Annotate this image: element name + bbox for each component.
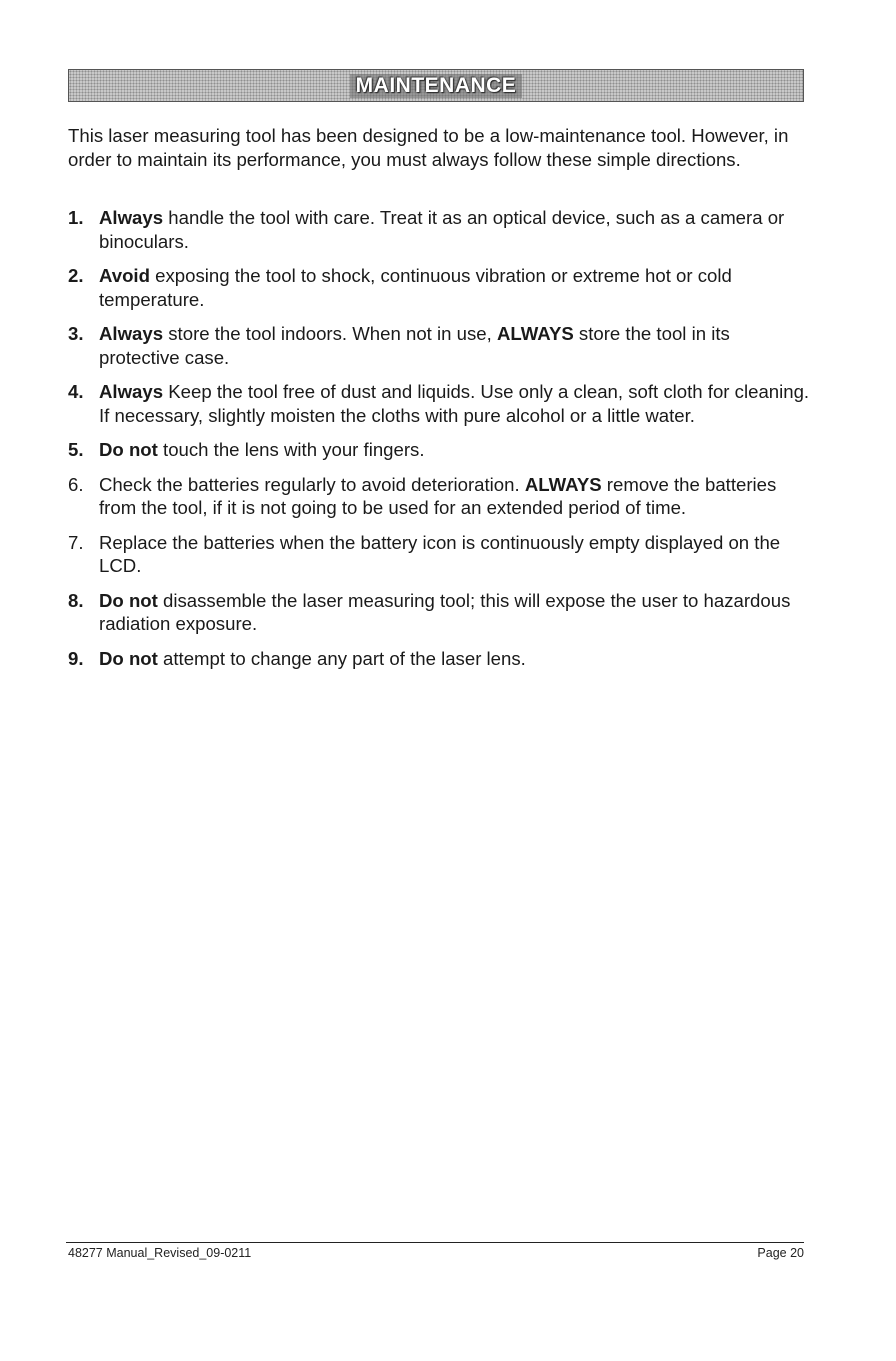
item-number: 1. (68, 207, 84, 228)
item-body-cont: store the tool in its protective case. (99, 323, 730, 368)
maintenance-list (68, 206, 810, 681)
item-text (99, 647, 810, 671)
item-lead: Do not (99, 589, 158, 611)
item-lead: Always (99, 207, 164, 228)
section-banner (68, 69, 804, 102)
item-number: 5. (68, 439, 84, 460)
item-number: 3. (68, 323, 84, 344)
item-text (99, 589, 810, 636)
list-item (68, 589, 810, 636)
footer-divider (66, 1242, 804, 1243)
item-body-cont: remove the batteries from the tool, if it is not going to be used for an extended period of time. (99, 473, 777, 518)
item-body: exposing the tool to shock, continuous vibration or extreme hot or cold temperature. (99, 265, 732, 310)
item-body: touch the lens with your fingers. (157, 439, 425, 460)
list-item (68, 322, 810, 369)
list-item (68, 206, 810, 253)
item-body: attempt to change any part of the laser lens. (157, 647, 526, 669)
list-item (68, 264, 810, 311)
item-text (99, 206, 810, 253)
page-number: Page 20 (757, 1246, 804, 1260)
item-body: disassemble the laser measuring tool; this will expose the user to hazardous radiation exposure. (99, 589, 791, 634)
item-text (99, 264, 810, 311)
item-text (99, 438, 810, 462)
item-body: Check the batteries regularly to avoid deterioration. (99, 473, 525, 495)
item-number: 2. (68, 265, 84, 286)
item-number: 7. (68, 531, 84, 553)
item-number: 4. (68, 381, 84, 402)
item-text (99, 322, 810, 369)
item-text (99, 380, 810, 427)
item-body: Keep the tool free of dust and liquids. Use only a clean, soft cloth for cleaning. If necessary, slightly moisten the cloths with pure alcohol or a little water. (99, 381, 810, 426)
item-lead: Do not (99, 647, 158, 669)
item-text (99, 531, 810, 578)
item-body: Replace the batteries when the battery icon is continuously empty displayed on the LCD. (99, 531, 781, 576)
list-item (68, 438, 810, 462)
item-lead: Avoid (99, 265, 150, 286)
item-number: 8. (68, 589, 84, 611)
item-lead: Do not (99, 439, 158, 460)
list-item (68, 380, 810, 427)
item-text (99, 473, 810, 520)
list-item (68, 473, 810, 520)
list-item (68, 531, 810, 578)
intro-paragraph: This laser measuring tool has been designed to be a low-maintenance tool. However, in order to maintain its performance, you must always follow these simple directions. (68, 125, 789, 170)
item-body: store the tool indoors. When not in use, (163, 323, 497, 344)
document-id: 48277 Manual_Revised_09-0211 (68, 1246, 252, 1260)
section-title: MAINTENANCE (350, 74, 523, 98)
item-emphasis: ALWAYS (496, 323, 574, 344)
item-number: 9. (68, 647, 84, 669)
item-lead: Always (99, 323, 164, 344)
list-item (68, 647, 810, 671)
item-emphasis: ALWAYS (524, 473, 602, 495)
item-number: 6. (68, 473, 84, 495)
item-lead: Always (99, 381, 164, 402)
item-body: handle the tool with care. Treat it as an optical device, such as a camera or binoculars. (99, 207, 785, 252)
